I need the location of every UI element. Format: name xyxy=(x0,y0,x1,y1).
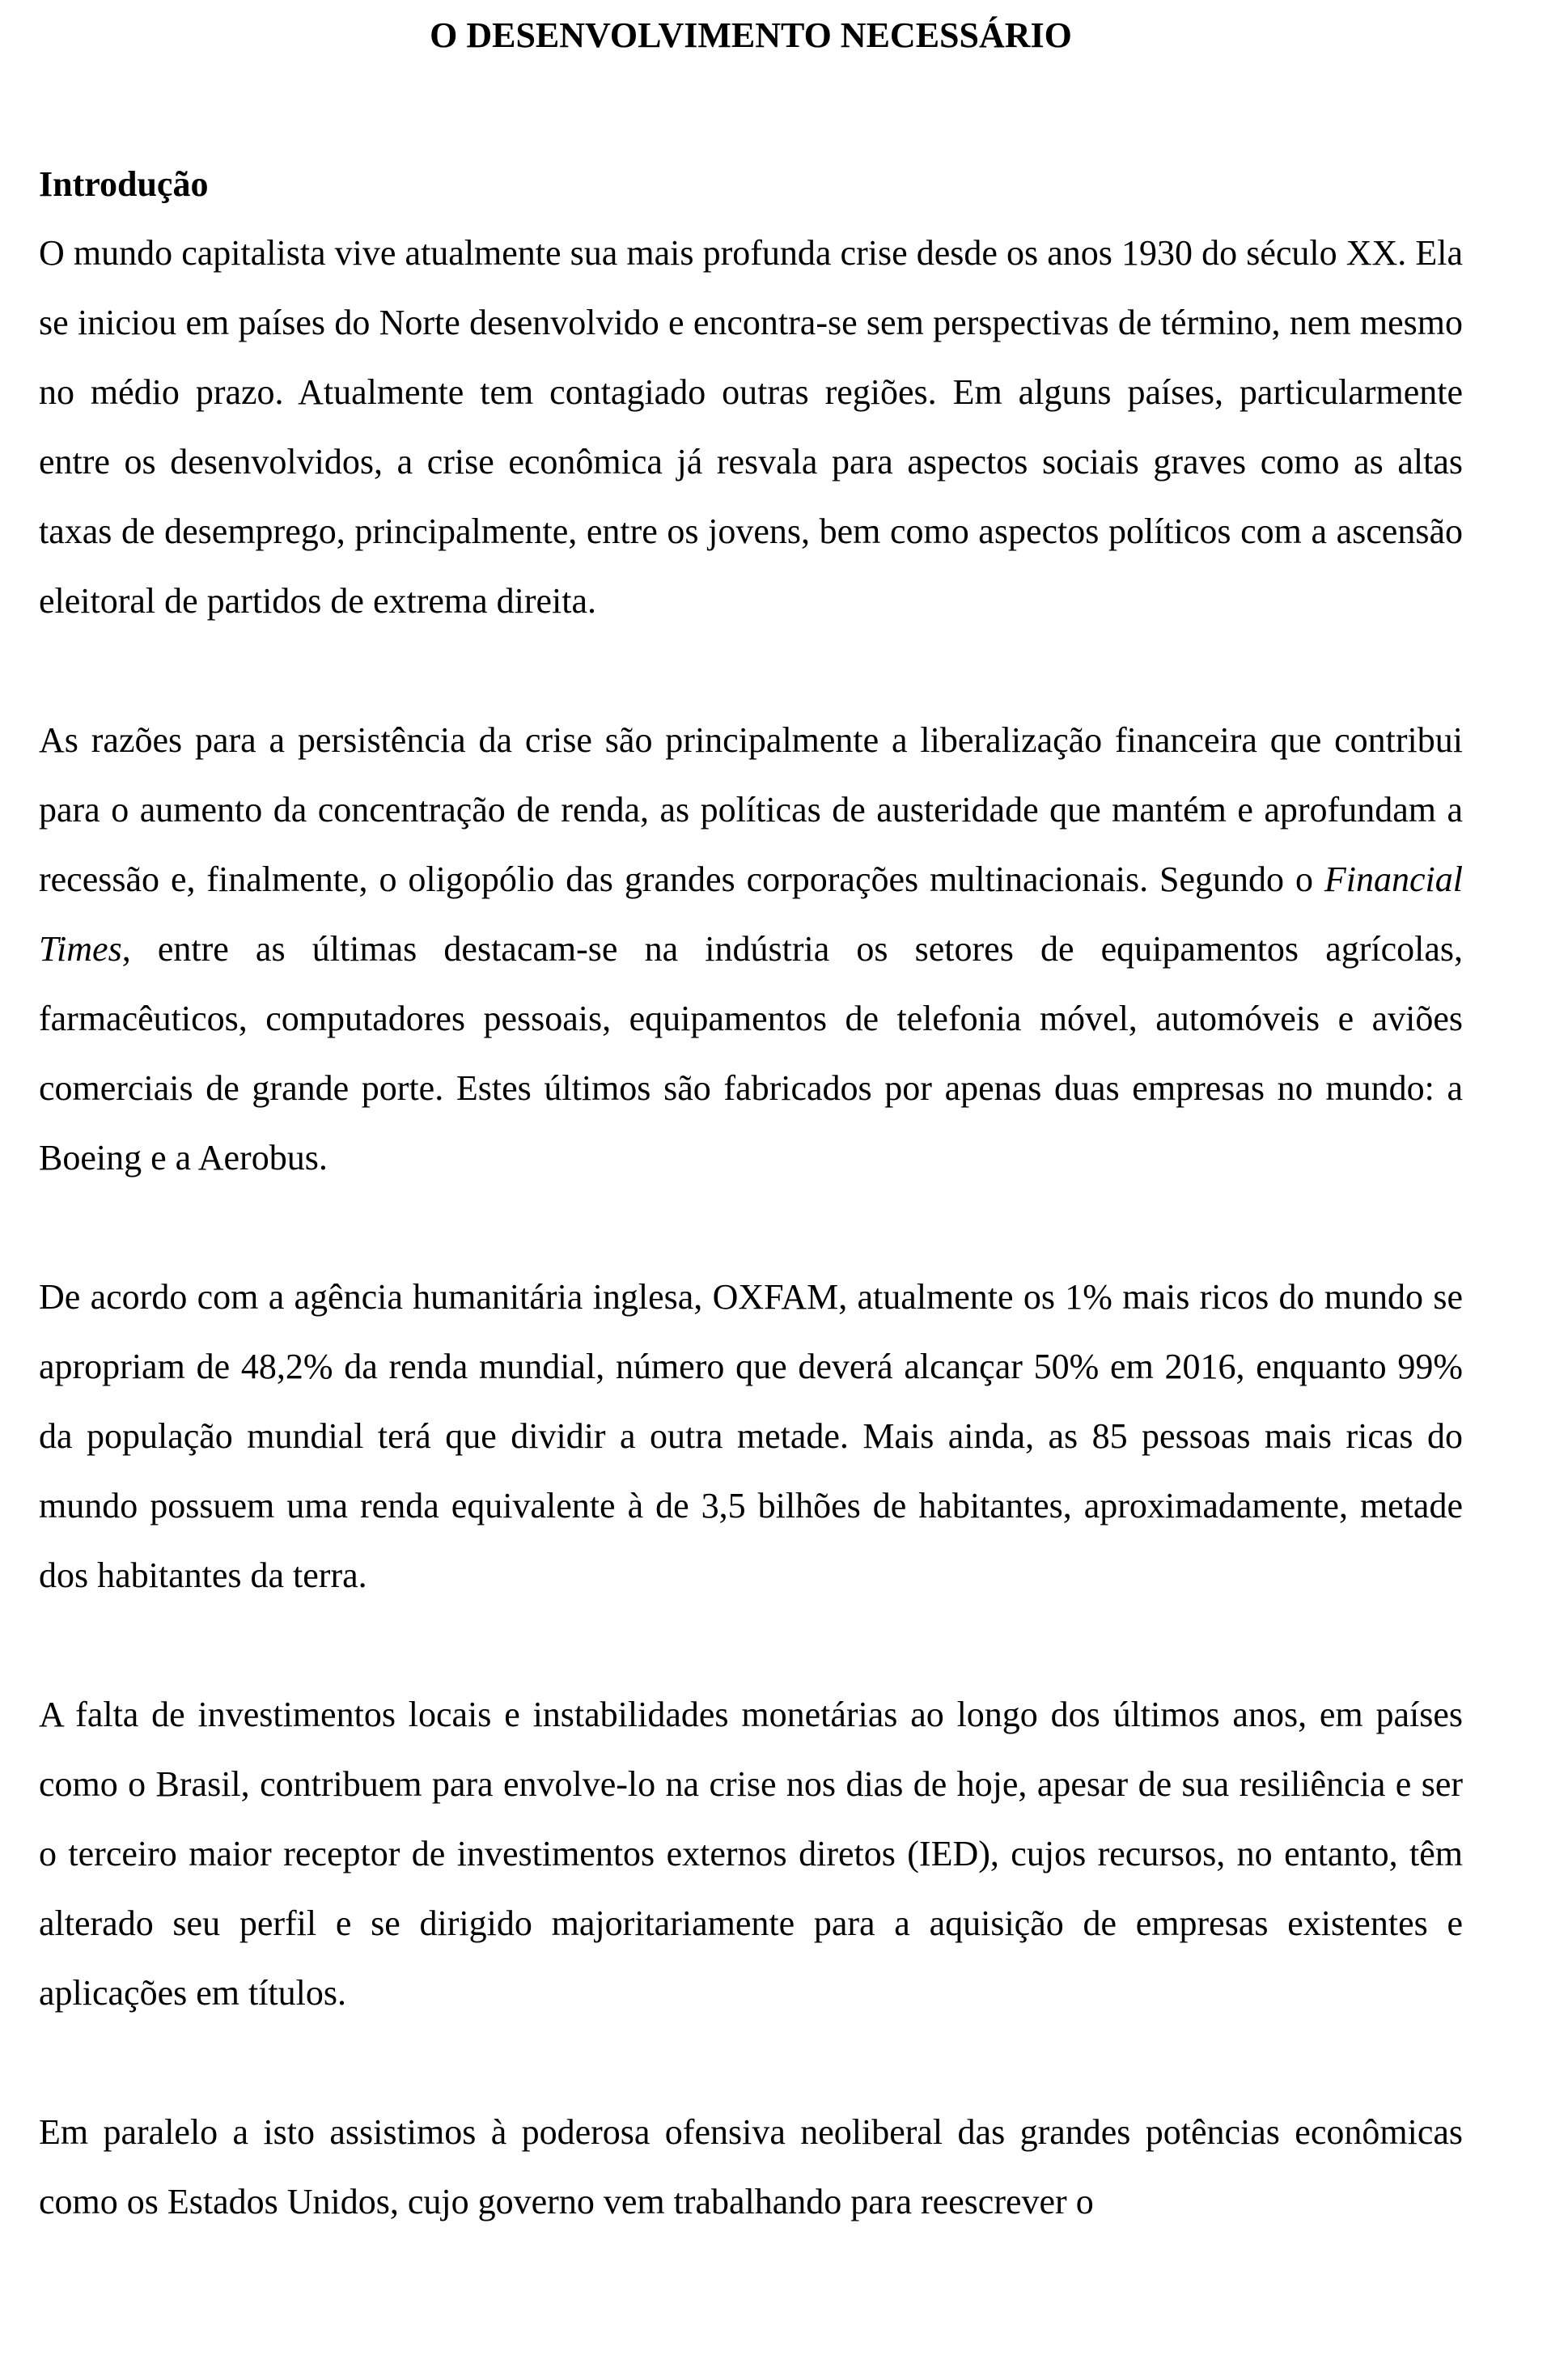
paragraph-4: A falta de investimentos locais e instabilidades monetárias ao longo dos últimos anos, em países como o Brasil, contribuem para envolve-lo na crise nos dias de hoje, apesar de sua resiliência e ser o terceiro maior receptor de investimentos externos diretos (IED), cujos recursos, no entanto, têm alterado seu perfil e se dirigido majoritariamente para a aquisição de empresas existentes e aplicações em títulos. xyxy=(39,1695,1463,2013)
paragraph-3: De acordo com a agência humanitária inglesa, OXFAM, atualmente os 1% mais ricos do mundo se apropriam de 48,2% da renda mundial, número que deverá alcançar 50% em 2016, enquanto 99% da população mundial terá que dividir a outra metade. Mais ainda, as 85 pessoas mais ricas do mundo possuem uma renda equivalente à de 3,5 bilhões de habitantes, aproximadamente, metade dos habitantes da terra. xyxy=(39,1277,1463,1595)
paragraph-5: Em paralelo a isto assistimos à poderosa ofensiva neoliberal das grandes potências econômicas como os Estados Unidos, cujo governo vem trabalhando para reescrever o xyxy=(39,2112,1463,2221)
paragraph-2-emphasis: Financial Times xyxy=(39,859,1463,969)
paragraph-1: O mundo capitalista vive atualmente sua mais profunda crise desde os anos 1930 do século XX. Ela se iniciou em países do Norte desenvolvido e encontra-se sem perspectivas de término, nem mesmo no médio prazo. Atualmente tem contagiado outras regiões. Em alguns países, particularmente entre os desenvolvidos, a crise econômica já resvala para aspectos sociais graves como as altas taxas de desemprego, principalmente, entre os jovens, bem como aspectos políticos com a ascensão eleitoral de partidos de extrema direita. xyxy=(39,233,1463,621)
paragraph-2-text-after: , entre as últimas destacam-se na indústria os setores de equipamentos agrícolas, farmacêuticos, computadores pessoais, equipamentos de telefonia móvel, automóveis e aviões comerciais de grande porte. Estes últimos são fabricados por apenas duas empresas no mundo: a Boeing e a Aerobus. xyxy=(39,929,1463,1178)
section-heading-introducao: Introdução xyxy=(39,164,209,204)
paragraph-2-text-before: As razões para a persistência da crise são principalmente a liberalização financeira que contribui para o aumento da concentração de renda, as políticas de austeridade que mantém e aprofundam a recessão e, finalmente, o oligopólio das grandes corporações multinacionais. Segundo o xyxy=(39,720,1463,899)
document-title: O DESENVOLVIMENTO NECESSÁRIO xyxy=(430,15,1072,55)
paragraph-2 xyxy=(39,706,1463,1193)
document-page xyxy=(39,0,1463,2237)
